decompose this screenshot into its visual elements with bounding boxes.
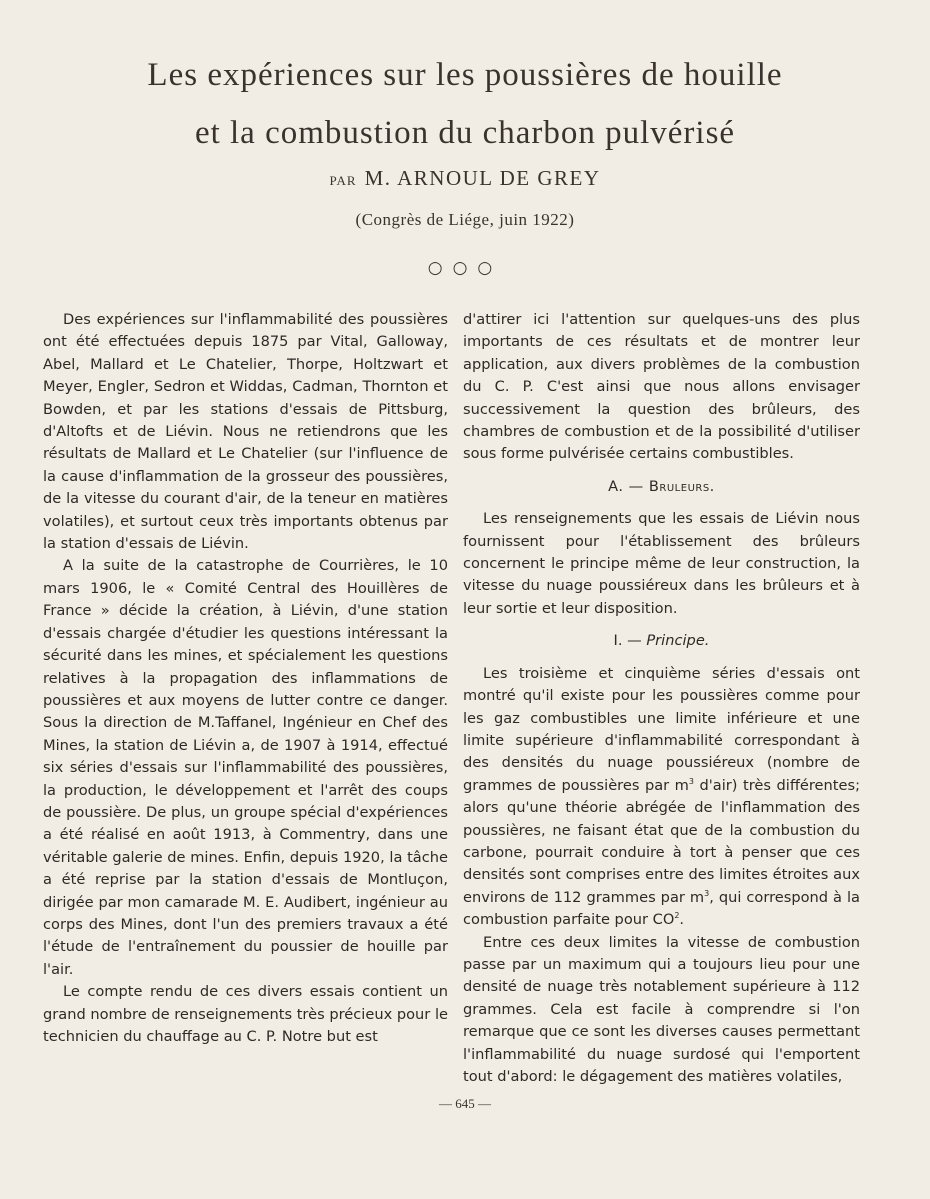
byline-prefix: PAR: [329, 173, 357, 188]
right-paragraph-3: [463, 663, 860, 932]
p3-part-c: , qui correspond à la combustion parfaite pour CO: [463, 888, 860, 929]
right-paragraph-1: d'attirer ici l'attention sur quelques-uns des plus importants de ces résultats et de montrer leur application, aux divers problèmes de la combustion du C. P. C'est ainsi que nous allons envisager successivement la question des brûleurs, des chambres de combustion et de la possibilité d'utiliser sous forme pulvérisée certains combustibles.: [463, 311, 860, 463]
p3-part-d: .: [679, 911, 685, 929]
right-column: [463, 309, 860, 1088]
author-name: M. ARNOUL DE GREY: [364, 166, 601, 190]
p3-part-b: d'air) très différentes; alors qu'une théorie abrégée de l'inflammation des poussières, ne faisant état que de la combustion du carbone, pourrait conduire à tort à penser que ces densités sont comprises entre des limites étroites aux environs de 112 grammes par m: [463, 776, 860, 906]
left-column: [43, 309, 448, 1048]
subsection-word: Principe.: [646, 632, 710, 650]
section-heading-burners: A. — Bruleurs.: [608, 477, 715, 495]
p3-superscript-3: 2: [674, 911, 680, 921]
left-paragraph-1: Des expériences sur l'inflammabilité des poussières ont été effectuées depuis 1875 par Vital, Galloway, Abel, Mallard et Le Chatelier, Thorpe, Holtzwart et Meyer, Engler, Sedron et Widdas, Cadman, Thornton et Bowden, et par les stations d'essais de Pittsburg, d'Altofts et de Liévin. Nous ne retiendrons que les résultats de Mallard et Le Chatelier (sur l'influence de la cause d'inflammation de la grosseur des poussières, de la vitesse du courant d'air, de la teneur en matières volatiles), et surtout ceux très importants obtenus par la station d'essais de Liévin.: [43, 311, 448, 553]
subsection-number: I. —: [613, 632, 647, 650]
right-paragraph-4: Entre ces deux limites la vitesse de combustion passe par un maximum qui a toujours lieu pour une densité de nuage très notablement supérieure à 112 grammes. Cela est facile à comprendre si l'on remarque que ce sont les diverses causes permettant l'inflammabilité du nuage surdosé qui l'emportent tout d'abord: le dégagement des matières volatiles,: [463, 933, 860, 1085]
ornament: ○○○: [427, 258, 503, 278]
left-paragraph-3: Le compte rendu de ces divers essais contient un grand nombre de renseignements très précieux pour le technicien du chauffage au C. P. Notre but est: [43, 983, 448, 1045]
congress-note: (Congrès de Liége, juin 1922): [355, 210, 575, 229]
page-number: — 645 —: [439, 1096, 491, 1111]
p3-superscript-2: 3: [704, 888, 710, 898]
p3-part-a: Les troisième et cinquième séries d'essais ont montré qu'il existe pour les poussières comme pour les gaz combustibles une limite inférieure et une limite supérieure d'inflammabilité correspondant à des densités du nuage poussiéreux (nombre de grammes de poussières par m: [463, 664, 860, 794]
p3-superscript-1: 3: [688, 776, 694, 786]
left-paragraph-2: A la suite de la catastrophe de Courrières, le 10 mars 1906, le « Comité Central des Houillères de France » décide la création, à Liévin, d'une station d'essais chargée d'étudier les questions intéressant la sécurité dans les mines, et spécialement les questions relatives à la propagation des inflammations de poussières et aux moyens de lutter contre ce danger. Sous la direction de M.Taffanel, Ingénieur en Chef des Mines, la station de Liévin a, de 1907 à 1914, effectué six séries d'essais sur l'inflammabilité des poussières, la production, le développement et l'arrêt des coups de poussière. De plus, un groupe spécial d'expériences a été réalisé en août 1913, à Commentry, dans une véritable galerie de mines. Enfin, depuis 1920, la tâche a été reprise par la station d'essais de Montluçon, dirigée par mon camarade M. E. Audibert, ingénieur au corps des Mines, dont l'un des premiers travaux a été l'étude de l'entraînement du poussier de houille par l'air.: [43, 557, 448, 978]
subsection-heading-principle: [463, 630, 860, 652]
article-title-line-2: et la combustion du charbon pulvérisé: [194, 115, 736, 151]
right-paragraph-2: Les renseignements que les essais de Liévin nous fournissent pour l'établissement des brûleurs concernent le principe même de leur construction, la vitesse du nuage poussiéreux dans les brûleurs et à leur sortie et leur disposition.: [463, 510, 860, 617]
article-title-line-1: Les expériences sur les poussières de houille: [147, 57, 783, 93]
byline: [0, 166, 930, 191]
